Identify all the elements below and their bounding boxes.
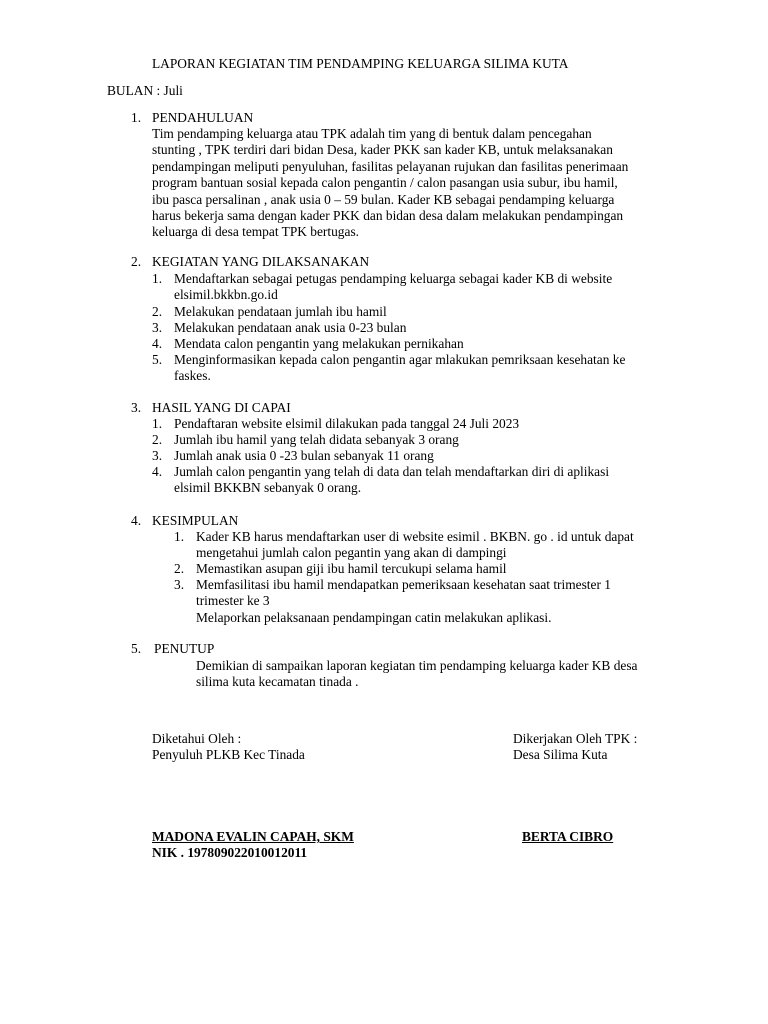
section-heading-penutup: PENUTUP bbox=[154, 641, 215, 656]
list-item-line: Kader KB harus mendaftarkan user di website esimil . BKBN. go . id untuk dapat bbox=[196, 529, 634, 544]
paragraph-line: ibu pasca persalinan , anak usia 0 – 59 bulan. Kader KB sebagai pendamping keluarga bbox=[152, 191, 615, 207]
signature-left-role: Penyuluh PLKB Kec Tinada bbox=[152, 747, 305, 762]
paragraph-line: harus bekerja sama dengan kader PKK dan bidan desa dalam melakukan pendampingan bbox=[152, 207, 624, 223]
list-item bbox=[174, 352, 625, 385]
list-item bbox=[196, 529, 634, 562]
list-item-number: 5. bbox=[152, 352, 163, 367]
list-item: Melakukan pendataan jumlah ibu hamil bbox=[174, 304, 387, 319]
section-heading-hasil: HASIL YANG DI CAPAI bbox=[152, 400, 291, 415]
list-item-line: Jumlah calon pengantin yang telah di data dan telah mendaftarkan diri di aplikasi bbox=[174, 464, 610, 479]
list-item: Melakukan pendataan anak usia 0-23 bulan bbox=[174, 320, 407, 335]
list-item-number: 4. bbox=[152, 336, 163, 351]
list-item: Jumlah anak usia 0 -23 bulan sebanyak 11 orang bbox=[174, 448, 434, 463]
list-item-number: 1. bbox=[152, 416, 163, 431]
list-item-line: Melaporkan pelaksanaan pendampingan catin melakukan aplikasi. bbox=[196, 609, 552, 625]
list-item-number: 3. bbox=[152, 448, 163, 463]
signature-right-name: BERTA CIBRO bbox=[522, 829, 614, 844]
paragraph-line: Tim pendamping keluarga atau TPK adalah tim yang di bentuk dalam pencegahan bbox=[152, 126, 592, 141]
section-number: 5. bbox=[131, 641, 142, 656]
signature-left-name: MADONA EVALIN CAPAH, SKM bbox=[152, 829, 354, 844]
list-item-line: trimester ke 3 bbox=[196, 593, 270, 609]
section-number: 4. bbox=[131, 513, 142, 528]
list-item-line: elsimil.bkkbn.go.id bbox=[174, 287, 278, 303]
list-item-number: 4. bbox=[152, 464, 163, 479]
section-heading-kegiatan: KEGIATAN YANG DILAKSANAKAN bbox=[152, 254, 370, 269]
list-item-line: Mendaftarkan sebagai petugas pendamping keluarga sebagai kader KB di website bbox=[174, 271, 613, 286]
list-item: Pendaftaran website elsimil dilakukan pada tanggal 24 Juli 2023 bbox=[174, 416, 520, 431]
list-item: Memastikan asupan giji ibu hamil tercukupi selama hamil bbox=[196, 561, 507, 576]
list-item-line: faskes. bbox=[174, 368, 211, 384]
list-item bbox=[196, 577, 611, 626]
section-heading-kesimpulan: KESIMPULAN bbox=[152, 513, 239, 528]
intro-paragraph bbox=[152, 126, 628, 241]
section-number: 3. bbox=[131, 400, 142, 415]
list-item-line: Memfasilitasi ibu hamil mendapatkan pemeriksaan kesehatan saat trimester 1 bbox=[196, 577, 611, 592]
list-item-line: Menginformasikan kepada calon pengantin agar mlakukan pemriksaan kesehatan ke bbox=[174, 352, 626, 367]
list-item-number: 2. bbox=[152, 432, 163, 447]
signature-left-label: Diketahui Oleh : bbox=[152, 731, 242, 746]
list-item-number: 1. bbox=[174, 529, 185, 544]
section-heading-pendahuluan: PENDAHULUAN bbox=[152, 110, 254, 125]
month-line: BULAN : Juli bbox=[107, 83, 183, 98]
list-item: Jumlah ibu hamil yang telah didata sebanyak 3 orang bbox=[174, 432, 459, 447]
paragraph-line: stunting , TPK terdiri dari bidan Desa, kader PKK san kader KB, untuk melaksanakan bbox=[152, 142, 613, 158]
list-item-line: elsimil BKKBN sebanyak 0 orang. bbox=[174, 480, 362, 496]
paragraph-line: pendampingan meliputi penyuluhan, fasilitas pelayanan rujukan dan fasilitas penerimaan bbox=[152, 158, 629, 174]
list-item-number: 2. bbox=[174, 561, 185, 576]
signature-right-label: Dikerjakan Oleh TPK : bbox=[513, 731, 638, 746]
list-item bbox=[174, 271, 612, 304]
signature-left-nik: NIK . 197809022010012011 bbox=[152, 845, 308, 860]
paragraph-line: Demikian di sampaikan laporan kegiatan tim pendamping keluarga kader KB desa bbox=[196, 658, 638, 673]
list-item-number: 3. bbox=[152, 320, 163, 335]
report-title: LAPORAN KEGIATAN TIM PENDAMPING KELUARGA SILIMA KUTA bbox=[152, 56, 569, 71]
list-item-line: mengetahui jumlah calon pegantin yang akan di dampingi bbox=[196, 545, 507, 561]
signature-right-role: Desa Silima Kuta bbox=[513, 747, 608, 762]
paragraph-line: keluarga di desa tempat TPK bertugas. bbox=[152, 224, 360, 240]
paragraph-line: silima kuta kecamatan tinada . bbox=[196, 674, 359, 690]
list-item: Mendata calon pengantin yang melakukan pernikahan bbox=[174, 336, 464, 351]
section-number: 2. bbox=[131, 254, 142, 269]
list-item-number: 2. bbox=[152, 304, 163, 319]
list-item bbox=[174, 464, 609, 497]
section-number: 1. bbox=[131, 110, 142, 125]
list-item-number: 3. bbox=[174, 577, 185, 592]
closing-paragraph bbox=[196, 658, 638, 691]
paragraph-line: program bantuan sosial kepada calon pengantin / calon pasangan usia subur, ibu hamil, bbox=[152, 175, 618, 191]
list-item-number: 1. bbox=[152, 271, 163, 286]
